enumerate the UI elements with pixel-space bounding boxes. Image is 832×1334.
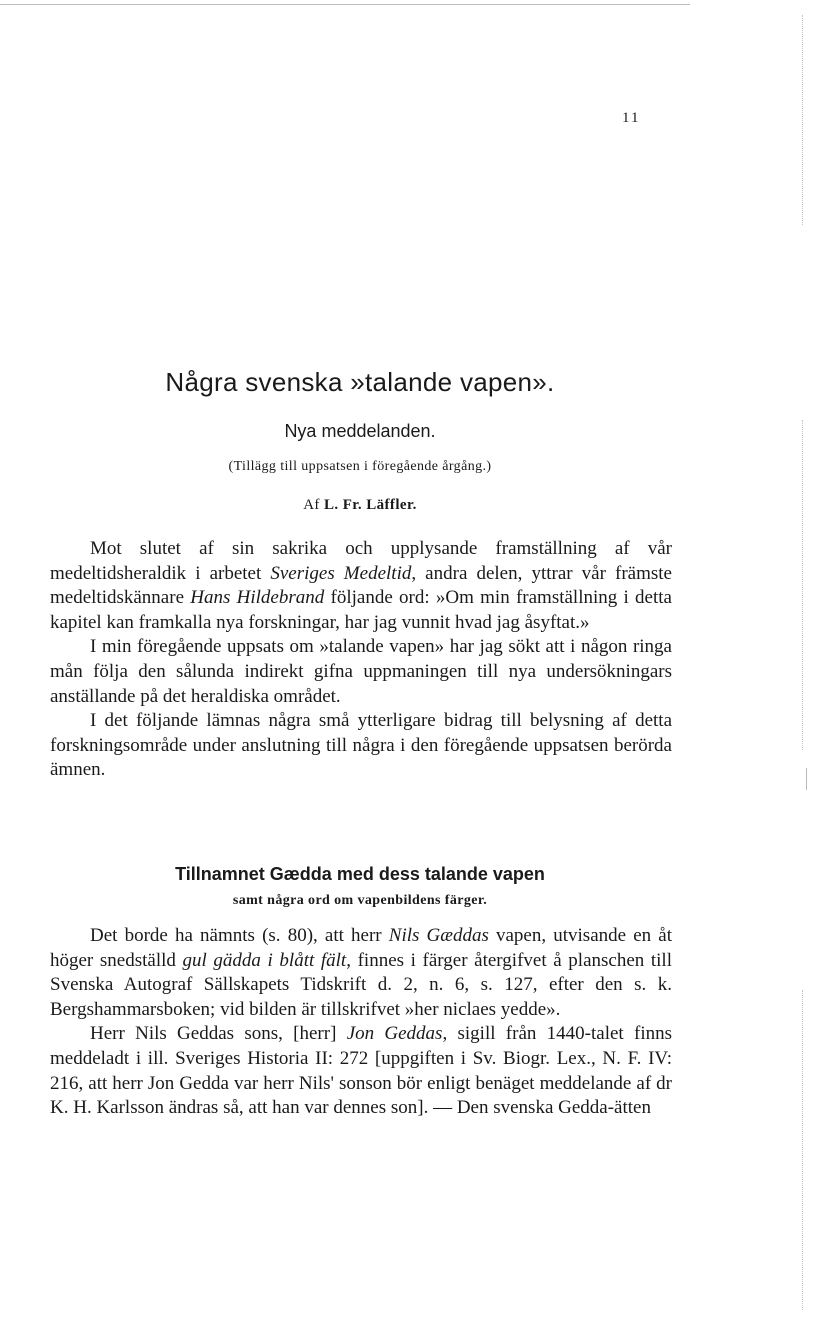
byline-prefix: Af	[303, 497, 320, 513]
section-subheading: samt några ord om vapenbildens färger.	[232, 893, 488, 908]
heading-text: Tillnamnet	[175, 864, 265, 884]
author-name: L. Fr. Läffler.	[323, 497, 417, 513]
scan-edge-mark	[802, 990, 803, 1310]
italic-name: Nils Gæddas	[388, 925, 489, 946]
italic-name: Hans Hildebrand	[190, 587, 325, 609]
italic-title: Sveriges Medeltid	[270, 562, 412, 584]
italic-name: Jon Geddas	[346, 1023, 443, 1045]
heading-text: med dess talande vapen	[336, 864, 545, 884]
intro-section	[50, 537, 672, 783]
paragraph: I min föregående uppsats om »talande vapen» har jag sökt att i någon ringa mån följa den sålunda indirekt gifna uppmaningen till nya undersökningars anställande på det heraldiska området.	[50, 636, 672, 707]
paragraph-text: följande ord: »Om min framställning i detta kapitel kan framkalla nya forskningar, har jag vunnit hvad jag åsyftat.»	[50, 587, 672, 633]
paragraph	[50, 1022, 672, 1120]
italic-phrase: gul gädda i blått fält	[182, 949, 347, 971]
top-scan-rule	[0, 4, 690, 5]
paragraph-text: , sigill från 1440-talet finns meddeladt i ill. Sveriges Historia II: 272 [uppgiften i Sv. Biogr. Lex., N. F. IV: 216, att herr Jon Gedda var herr Nils' sonson bör enligt benäget meddelande af dr K. H. Karlsson ändras så, att han var dennes son]. — Den svenska Gedda-ätten	[50, 1023, 672, 1119]
paragraph-text: , finnes i färger återgifvet å planschen till Svenska Autograf Sällskapets Tidskrift d. 2, n. 6, s. 127, efter den s. k. Bergshammarsboken; vid bilden är tillskrifvet »her niclaes yedde».	[50, 949, 672, 1020]
paragraph-text: Herr Nils Geddas sons, [herr]	[90, 1023, 347, 1045]
paragraph-text: vapen, utvisande en åt höger snedställd	[50, 925, 672, 971]
paragraph	[50, 537, 672, 635]
scan-edge-mark	[802, 420, 803, 750]
article-title: Några svenska »talande vapen».	[165, 367, 555, 397]
article-subtitle: Nya meddelanden.	[284, 421, 436, 441]
heading-name: Gædda	[269, 864, 332, 884]
scan-edge-mark	[806, 768, 807, 790]
scan-edge-mark	[802, 15, 803, 225]
gaedda-section	[50, 924, 672, 1121]
paragraph-text: Det borde ha nämnts (s. 80), att herr	[90, 925, 389, 946]
paragraph-text: , andra delen, yttrar vår främste medeltidskännare	[50, 562, 672, 609]
paragraph: I det följande lämnas några små ytterligare bidrag till belysning af detta forskningsområde under anslutning till några i den föregående uppsatsen berörda ämnen.	[50, 710, 672, 781]
paragraph	[50, 924, 672, 1022]
section-heading	[50, 864, 670, 885]
paragraph-text: Mot slutet af sin sakrika och upplysande framställning af vår medeltidsheraldik i arbetet	[50, 538, 672, 584]
page-number: 11	[622, 110, 641, 126]
article-note: (Tillägg till uppsatsen i föregående årgång.)	[228, 459, 492, 474]
byline	[50, 497, 670, 514]
